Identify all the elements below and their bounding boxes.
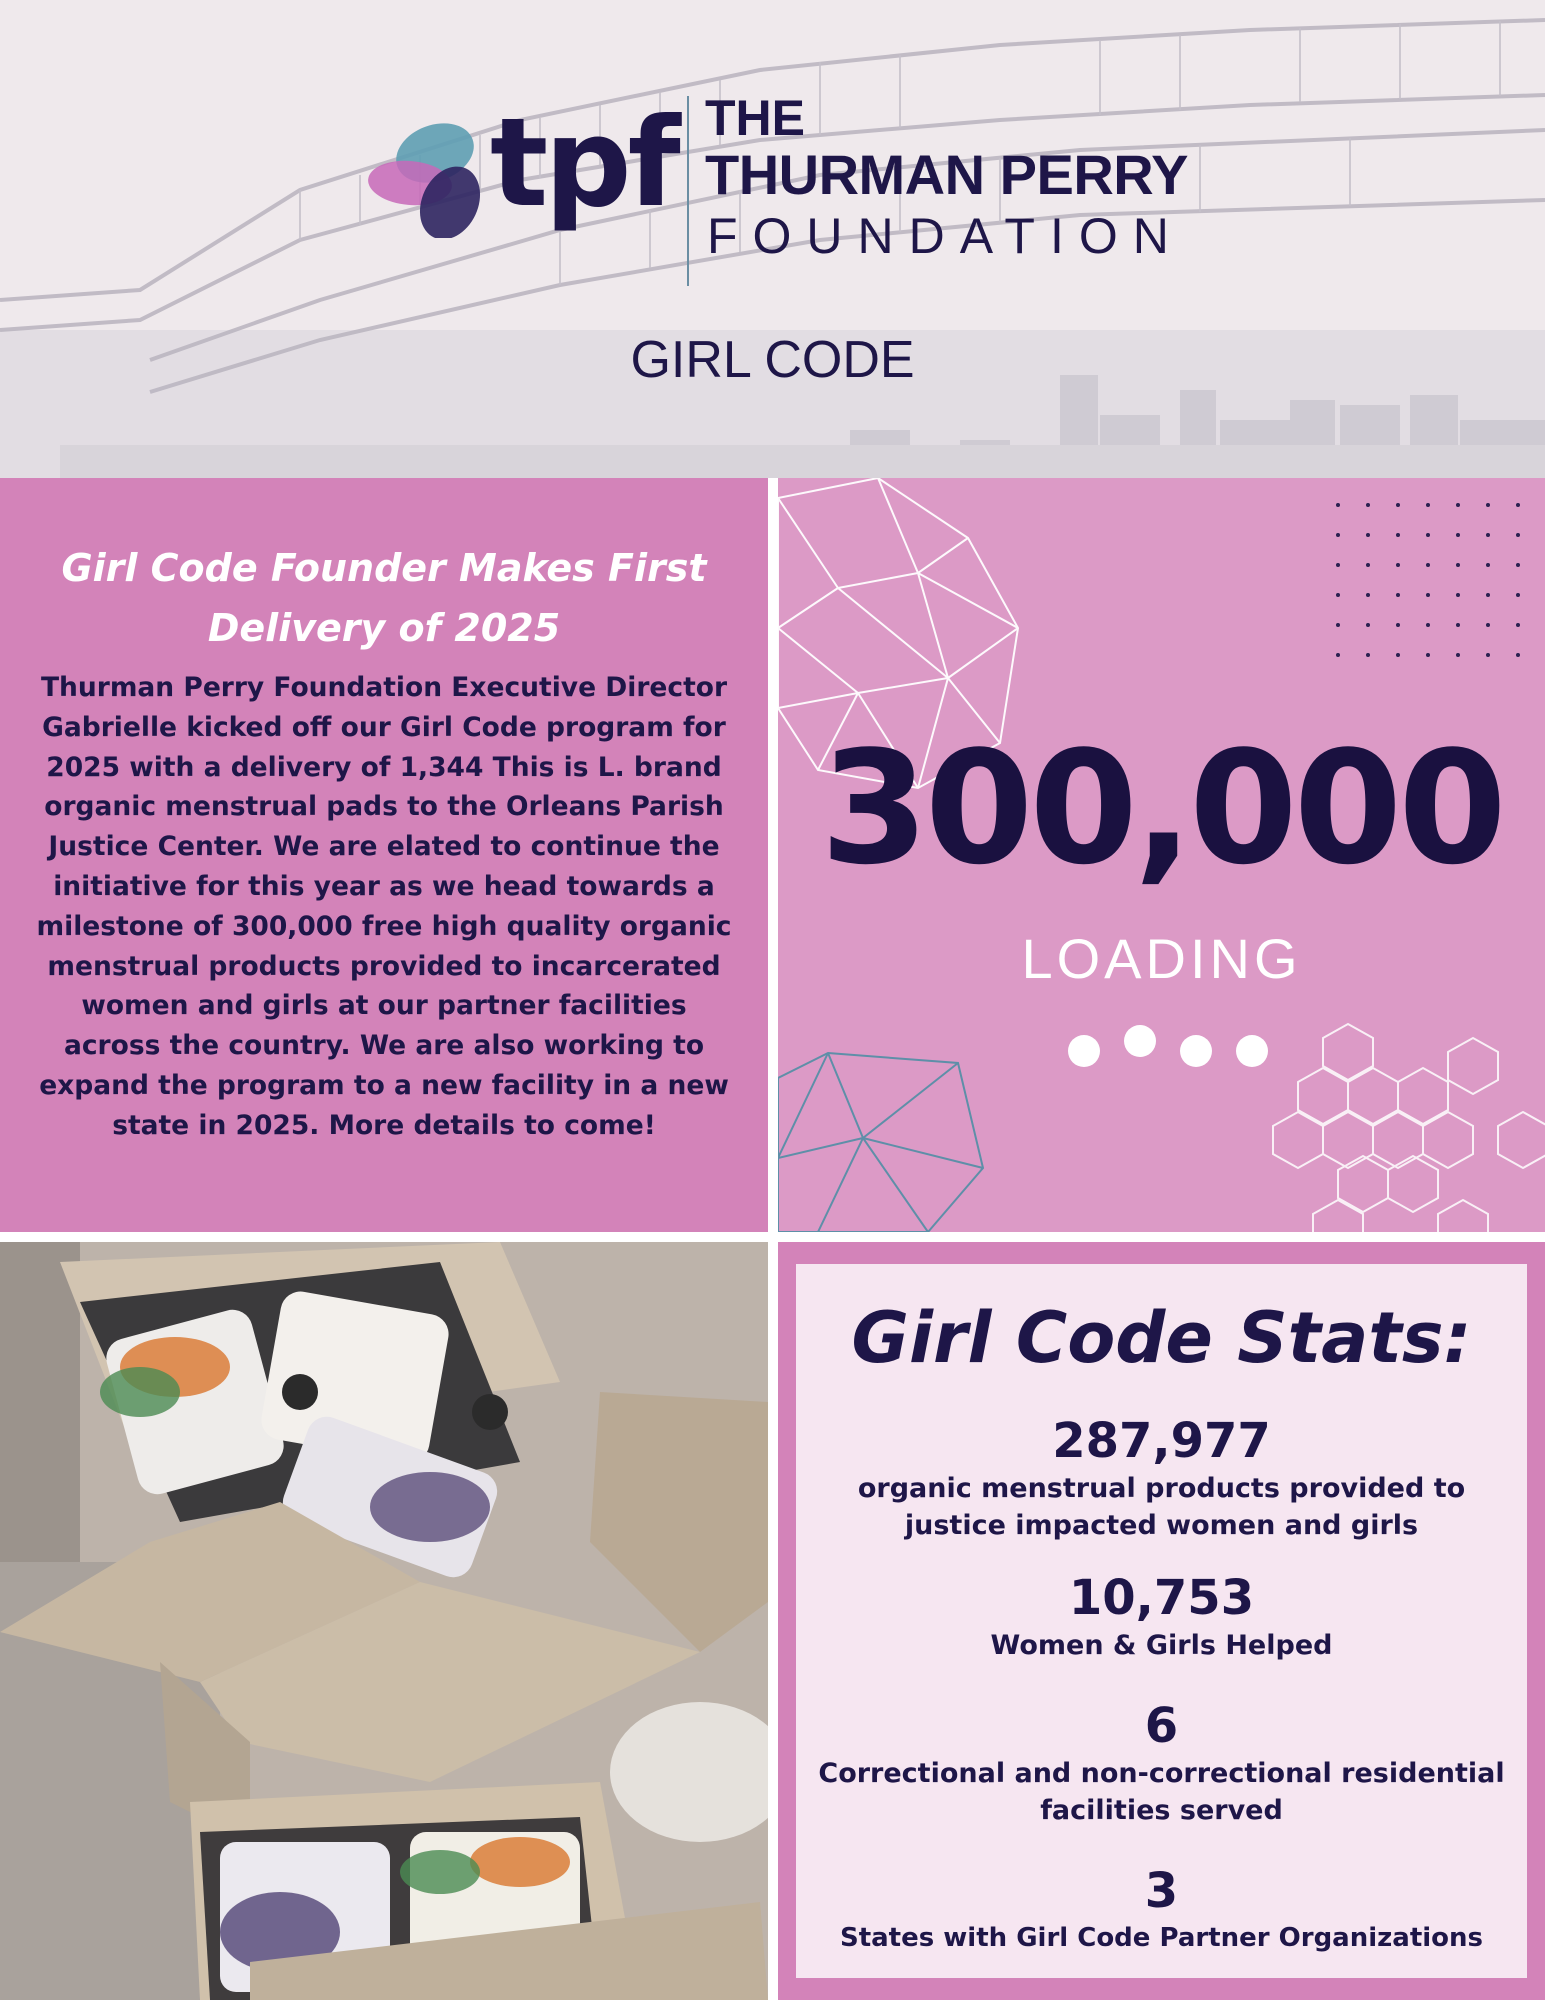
stat-products — [796, 1412, 1527, 1544]
logo-foundation: FOUNDATION — [707, 208, 1184, 264]
stat-value: 6 — [1144, 1698, 1179, 1754]
boxes-of-pads-image — [0, 1242, 768, 2000]
delivery-photo — [0, 1242, 768, 2000]
loading-dot — [1236, 1035, 1268, 1067]
stat-label: organic menstrual products provided to justice impacted women and girls — [857, 1473, 1466, 1541]
stats-card — [796, 1264, 1527, 1978]
stat-value: 287,977 — [1052, 1413, 1271, 1469]
stat-value: 10,753 — [1068, 1570, 1255, 1626]
story-panel — [0, 478, 768, 1232]
stat-label: Women & Girls Helped — [990, 1630, 1333, 1661]
logo-divider — [687, 96, 689, 286]
stat-label: Correctional and non-correctional residential facilities served — [818, 1758, 1505, 1826]
story-headline: Girl Code Founder Makes First Delivery of 2025 — [61, 546, 707, 650]
logo-tpf-text: tpf — [490, 92, 677, 234]
stat-facilities — [796, 1697, 1527, 1829]
logo-name: THURMAN PERRY — [705, 143, 1188, 206]
loading-label: LOADING — [1021, 927, 1302, 990]
milestone-panel — [778, 478, 1545, 1232]
loading-dot — [1180, 1035, 1212, 1067]
milestone-number: 300,000 — [820, 717, 1503, 899]
header-banner — [0, 0, 1545, 478]
loading-dots — [1068, 1023, 1268, 1073]
page-title: GIRL CODE — [630, 331, 915, 389]
foundation-logo — [365, 88, 1225, 288]
stat-states — [796, 1862, 1527, 1957]
logo-the: THE — [705, 90, 805, 146]
loading-dot — [1068, 1035, 1100, 1067]
stats-panel — [778, 1242, 1545, 2000]
loading-dot — [1124, 1025, 1156, 1057]
petal-logo-icon — [365, 108, 485, 238]
stat-women-helped — [796, 1569, 1527, 1664]
stats-title: Girl Code Stats: — [851, 1297, 1472, 1379]
stat-value: 3 — [1144, 1863, 1179, 1919]
stat-label: States with Girl Code Partner Organizations — [839, 1923, 1484, 1953]
story-body: Thurman Perry Foundation Executive Director Gabrielle kicked off our Girl Code program for 2025 with a delivery of 1,344 This is L. brand organic menstrual pads to the Orleans Parish Justice Center. We are elated to continue the initiative for this year as we head towards a milestone of 300,000 free high quality organic menstrual products provided to incarcerated women and girls at our partner facilities across the country. We are also working to expand the program to a new facility in a new state in 2025. More details to come! — [36, 672, 732, 1141]
